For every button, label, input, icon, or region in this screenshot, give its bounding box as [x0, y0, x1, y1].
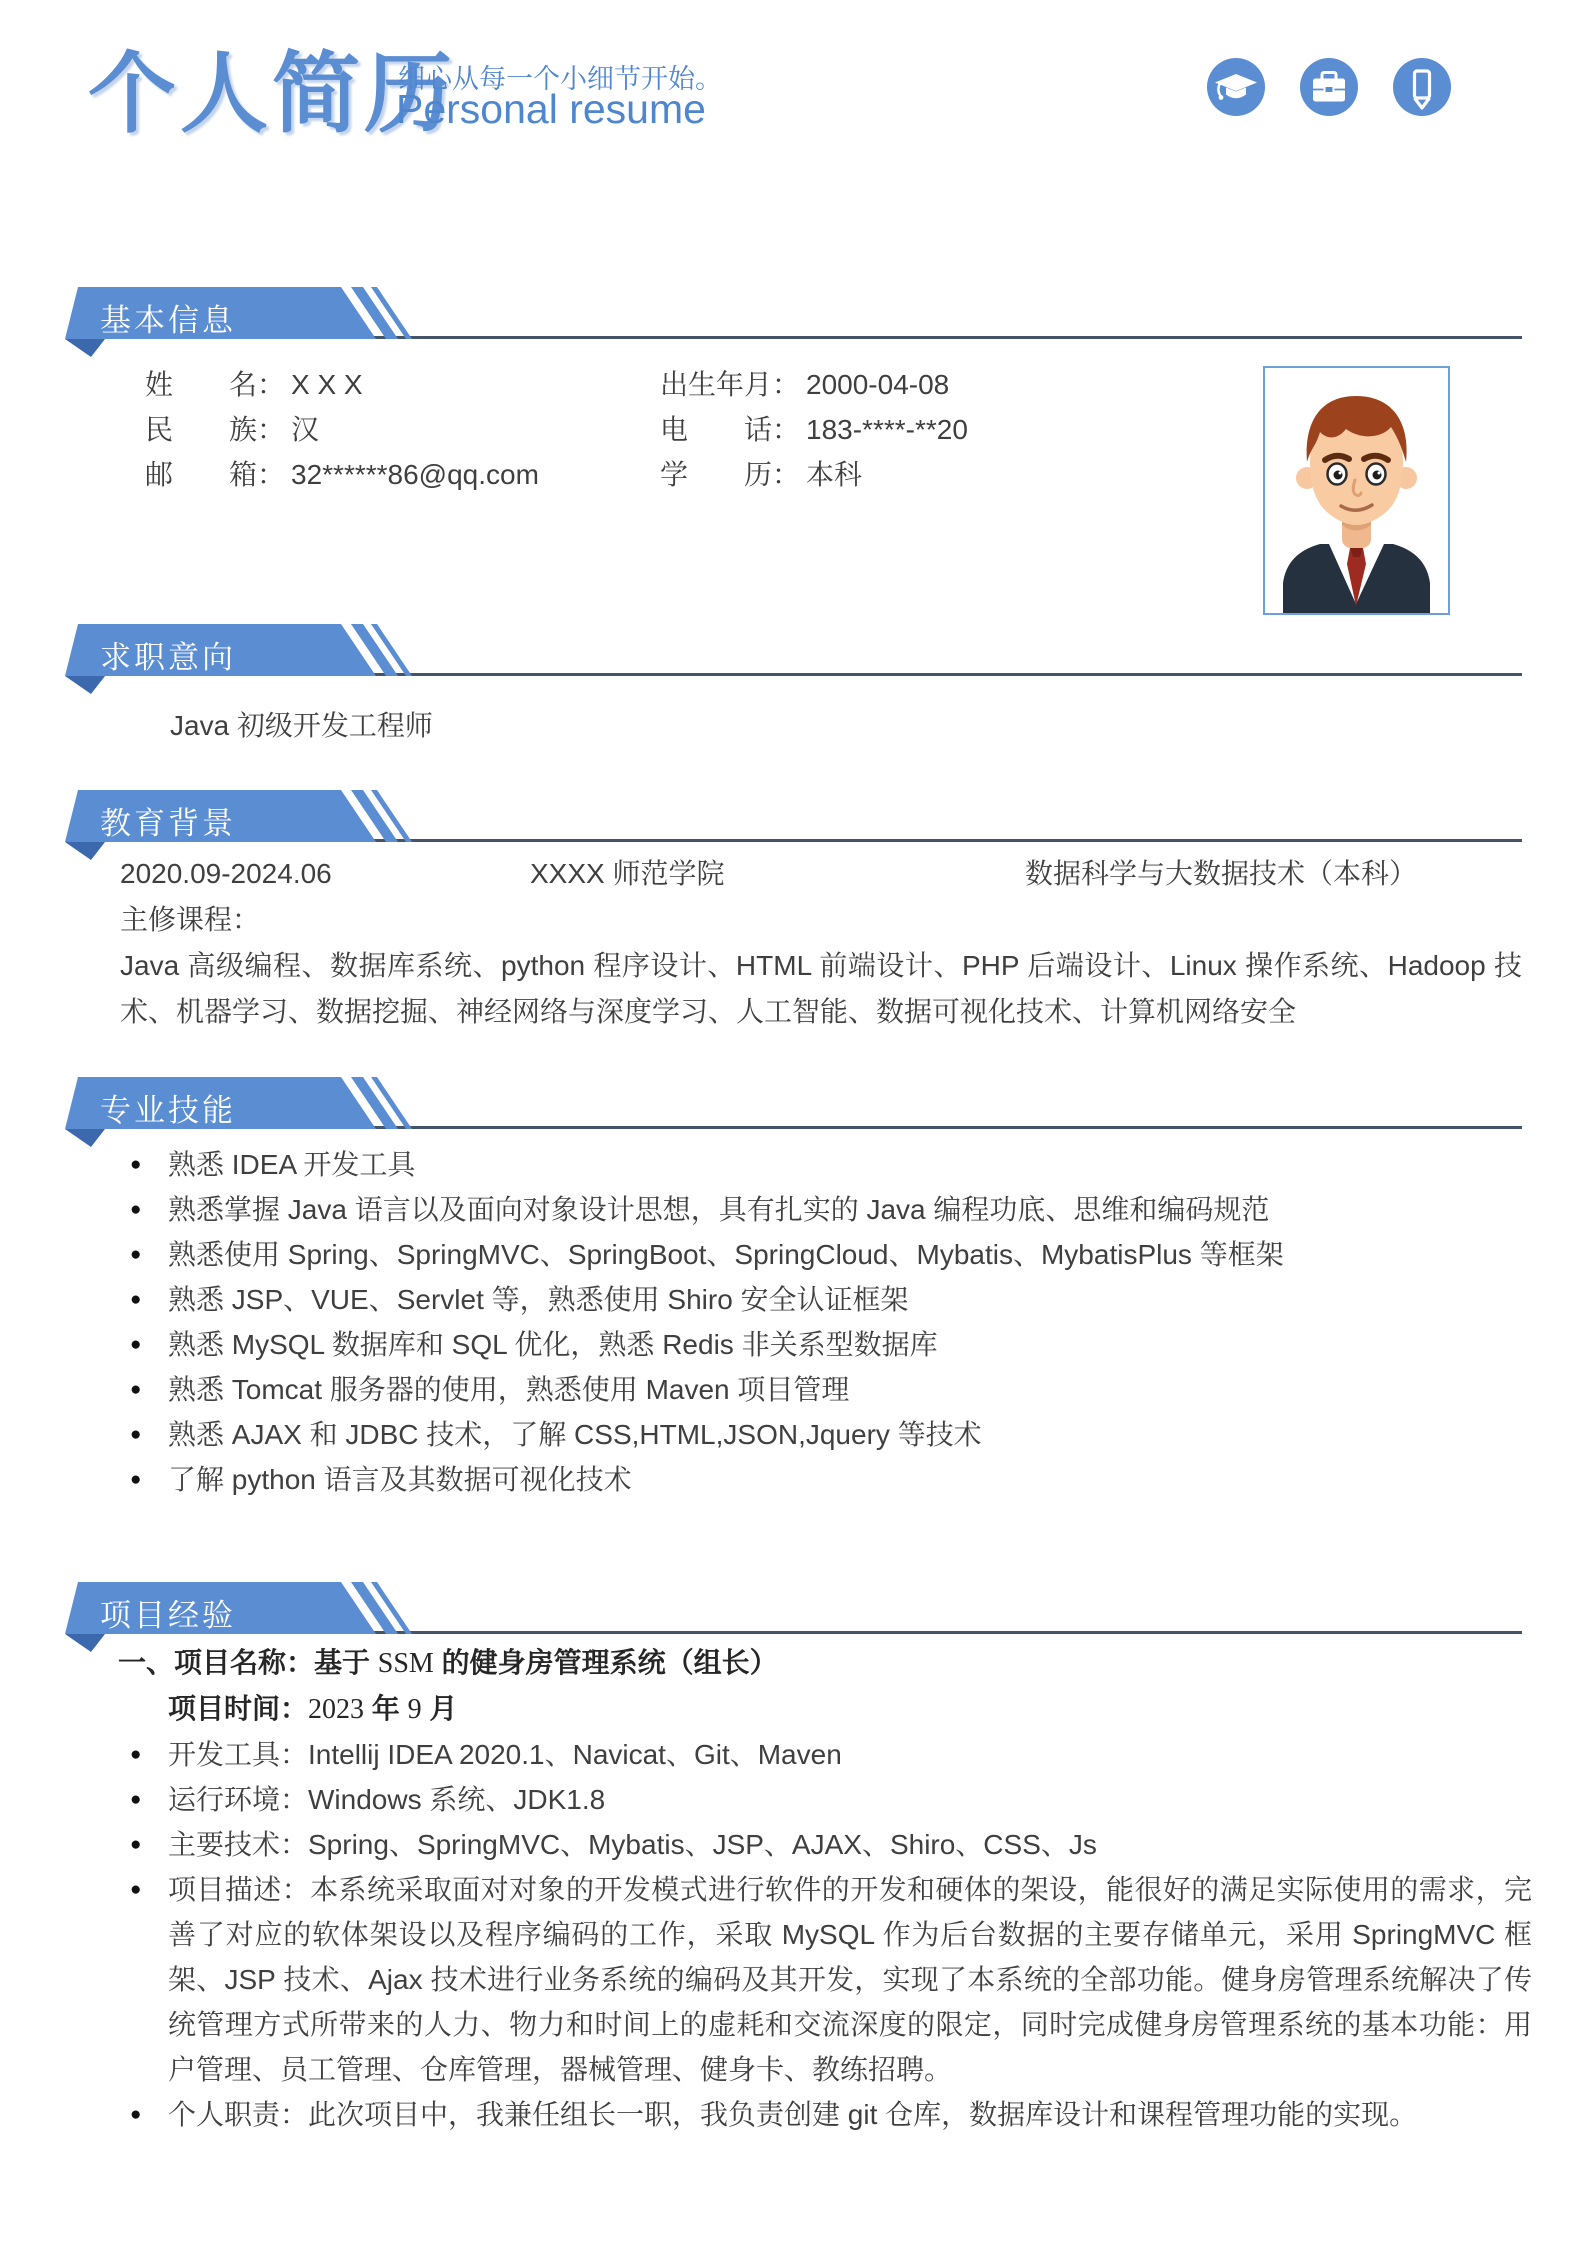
courses-label: 主修课程： [120, 904, 261, 935]
info-value: 32******86@qq.com [291, 459, 539, 490]
project-time-mid: 年 [364, 1693, 408, 1724]
section-title: 教育背景 [100, 806, 236, 841]
section-title: 专业技能 [100, 1093, 236, 1128]
project-bullets [118, 1732, 1532, 2137]
info-label: 民 族： [145, 414, 286, 445]
page-subtitle: Personal resume [396, 86, 706, 132]
id-photo [1263, 366, 1450, 615]
section-title: 项目经验 [100, 1598, 236, 1633]
skill-item: ● 熟悉 IDEA 开发工具 [130, 1142, 1530, 1187]
project-name-serif: SSM [377, 1648, 434, 1679]
basic-info-right-column [660, 362, 968, 497]
info-value: 183-****-**20 [806, 414, 968, 445]
skill-item: ● 熟悉 MySQL 数据库和 SQL 优化，熟悉 Redis 非关系型数据库 [130, 1322, 1530, 1367]
skill-item: ● 熟悉使用 Spring、SpringMVC、SpringBoot、SpringCloud、Mybatis、MybatisPlus 等框架 [130, 1232, 1530, 1277]
job-intention-value: Java 初级开发工程师 [170, 710, 433, 741]
section-header-skills [0, 1077, 1587, 1152]
section-title: 基本信息 [100, 303, 236, 338]
graduation-cap-icon [1207, 58, 1265, 116]
briefcase-icon [1300, 58, 1358, 116]
info-row-ethnicity [145, 407, 539, 452]
info-label: 姓 名： [145, 369, 286, 400]
info-value: 2000-04-08 [806, 369, 950, 400]
skill-item: ● 熟悉 JSP、VUE、Servlet 等，熟悉使用 Shiro 安全认证框架 [130, 1277, 1530, 1322]
project-block [118, 1640, 1532, 2137]
project-responsibility: ● 个人职责：此次项目中，我兼任组长一职，我负责创建 git 仓库，数据库设计和课程管理功能的实现。 [118, 2092, 1532, 2137]
skill-item: ● 熟悉 AJAX 和 JDBC 技术，了解 CSS,HTML,JSON,Jquery 等技术 [130, 1412, 1530, 1457]
education-period: 2020.09-2024.06 [120, 858, 332, 889]
skill-item: ● 熟悉掌握 Java 语言以及面向对象设计思想，具有扎实的 Java 编程功底、思维和编码规范 [130, 1187, 1530, 1232]
page-title: 个人简历 [88, 44, 457, 143]
education-block [120, 851, 1522, 1035]
project-time-month: 9 [407, 1694, 422, 1725]
section-header-basic-info [0, 287, 1587, 362]
project-name-suffix: 的健身房管理系统（组长） [433, 1647, 778, 1678]
skills-block [130, 1142, 1530, 1502]
info-label: 邮 箱： [145, 459, 286, 490]
project-environment: ● 运行环境：Windows 系统、JDK1.8 [118, 1777, 1532, 1822]
info-row-email [145, 452, 539, 497]
info-value: 汉 [291, 414, 320, 445]
project-name-line [118, 1640, 1532, 1686]
info-value: X X X [291, 369, 363, 400]
info-label: 学 历： [660, 459, 801, 490]
page-tagline: 细心从每一个小细节开始。 [398, 64, 722, 94]
info-value: 本科 [806, 459, 863, 490]
education-row [120, 851, 1522, 897]
project-time-year: 2023 [308, 1694, 365, 1725]
info-row-name [145, 362, 539, 407]
info-row-degree [660, 452, 968, 497]
project-time-suffix: 月 [421, 1693, 458, 1724]
info-label: 出生年月： [660, 369, 801, 400]
basic-info-left-column [145, 362, 539, 497]
info-row-birth [660, 362, 968, 407]
skill-item: ● 了解 python 语言及其数据可视化技术 [130, 1457, 1530, 1502]
project-time-line [118, 1686, 1532, 1732]
info-row-phone [660, 407, 968, 452]
project-time-label: 项目时间： [168, 1693, 309, 1724]
courses-list: Java 高级编程、数据库系统、python 程序设计、HTML 前端设计、PHP 后端设计、Linux 操作系统、Hadoop 技术、机器学习、数据挖掘、神经网络与深度学习、人工智能、数据可视化技术、计算机网络安全 [120, 950, 1522, 1027]
project-technologies: ● 主要技术：Spring、SpringMVC、Mybatis、JSP、AJAX、Shiro、CSS、Js [118, 1822, 1532, 1867]
project-tools: ● 开发工具：Intellij IDEA 2020.1、Navicat、Git、Maven [118, 1732, 1532, 1777]
header-icons [1207, 58, 1451, 116]
skill-item: ● 熟悉 Tomcat 服务器的使用，熟悉使用 Maven 项目管理 [130, 1367, 1530, 1412]
pencil-icon [1393, 58, 1451, 116]
project-name-prefix: 一、项目名称：基于 [118, 1647, 378, 1678]
education-major: 数据科学与大数据技术（本科） [1025, 858, 1418, 889]
section-title: 求职意向 [100, 640, 236, 675]
cartoon-man-portrait [1265, 368, 1448, 613]
education-school: XXXX 师范学院 [530, 858, 725, 889]
info-label: 电 话： [660, 414, 801, 445]
project-description: ● 项目描述：本系统采取面对对象的开发模式进行软件的开发和硬体的架设，能很好的满足实际使用的需求，完善了对应的软体架设以及程序编码的工作，采取 MySQL 作为后台数据的主要存储单元，采用 SpringMVC 框架、JSP 技术、Ajax 技术进行业务系统的编码及其开发，实现了本系统的全部功能。健身房管理系统解决了传统管理方式所带来的人力、物力和时间上的虚耗和交流深度的限定，同时完成健身房管理系统的基本功能：用户管理、员工管理、仓库管理，器械管理、健身卡、教练招聘。 [118, 1867, 1532, 2092]
skills-list [130, 1142, 1530, 1502]
section-header-job-intention [0, 624, 1587, 699]
